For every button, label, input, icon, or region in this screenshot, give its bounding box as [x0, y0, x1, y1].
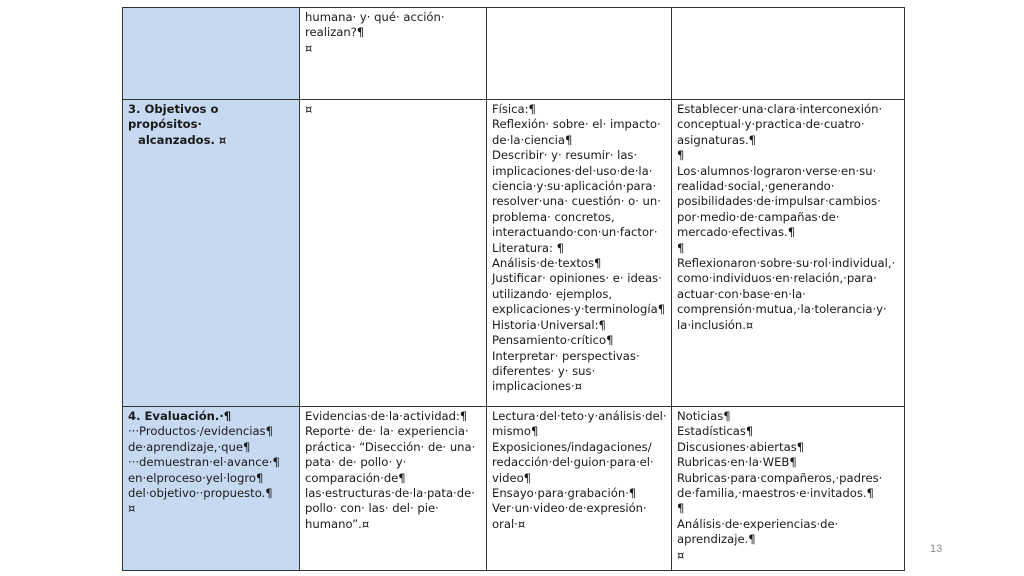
cell-text-line: ¤	[305, 40, 313, 55]
cell-text-line: Rubricas·en·la·WEB¶	[677, 455, 797, 470]
cell-text-line: ¶	[677, 501, 685, 516]
cell-text-line: video¶	[492, 470, 532, 485]
cell-text-line: Evidencias·de·la·actividad:¶	[305, 409, 468, 423]
cell-text-line: ¶	[677, 240, 685, 255]
cell-text-line: Ensayo·para·grabación·¶	[492, 486, 637, 501]
cell-text-line: Ver·un·video·de·expresión·	[492, 501, 647, 516]
results-cell	[672, 8, 905, 100]
cell-text-line: Justificar· opiniones· e· ideas·	[492, 271, 662, 286]
cell-text-line: redacción·del·guion·para·el·	[492, 455, 654, 470]
table-row	[123, 407, 905, 571]
cell-text-line: Noticias¶	[677, 409, 731, 423]
cell-text-line: humana· y· qué· acción·	[305, 10, 445, 24]
cell-text-line: de·la·ciencia¶	[492, 132, 573, 147]
cell-text-line: Física:¶	[492, 102, 536, 116]
cell-text-line: implicaciones·¤	[492, 379, 583, 394]
cell-text-line: explicaciones·y·terminología¶	[492, 302, 666, 317]
cell-text-line: Interpretar· perspectivas·	[492, 348, 640, 363]
cell-text-line: ···Productos·/evidencias¶	[128, 424, 273, 439]
skills-cell	[487, 8, 672, 100]
cell-text-line: mercado·efectivas.¶	[677, 225, 796, 240]
cell-text-line: ···demuestran·el·avance·¶	[128, 455, 280, 470]
cell-text-line: Análisis·de·experiencias·de·	[677, 516, 839, 531]
cell-text-line: Reporte· de· la· experiencia·	[305, 424, 469, 439]
cell-text-line: 4. Evaluación.·¶	[128, 409, 232, 423]
cell-text-line: ¤	[677, 547, 685, 562]
cell-text-line: en·elproceso·yel·logro¶	[128, 470, 264, 485]
cell-text-line: Describir· y· resumir· las·	[492, 148, 638, 163]
cell-text-line: humano”.¤	[305, 516, 370, 531]
page-number: 13	[930, 543, 943, 555]
cell-text-line: resolver·una· cuestión· o· un·	[492, 194, 661, 209]
cell-text-line: mismo¶	[492, 424, 539, 439]
cell-text-line: de·aprendizaje,·que¶	[128, 439, 251, 454]
cell-text-line: posibilidades·de·impulsar·cambios·	[677, 194, 881, 209]
cell-text-line: implicaciones·del·uso·de·la·	[492, 163, 653, 178]
table-row	[123, 100, 905, 407]
cell-text-line: Reflexión· sobre· el· impacto·	[492, 117, 661, 132]
cell-text-line: asignaturas.¶	[677, 132, 757, 147]
cell-text-line: de·familia,·maestros·e·invitados.¶	[677, 486, 874, 501]
planning-table	[122, 7, 905, 571]
cell-text-line: Discusiones·abiertas¶	[677, 439, 805, 454]
cell-text-line: ¶	[677, 148, 685, 163]
cell-text-line: Exposiciones/indagaciones/	[492, 439, 652, 454]
cell-text-line: comprensión·mutua,·la·tolerancia·y·	[677, 302, 887, 317]
cell-text-line: por·medio·de·campañas·de·	[677, 209, 840, 224]
cell-text-line: ¤	[305, 102, 313, 116]
cell-text-line: la·inclusión.¤	[677, 317, 754, 332]
cell-text-line: actuar·con·base·en·la·	[677, 286, 806, 301]
cell-text-line: Análisis·de·textos¶	[492, 256, 602, 271]
cell-text-line: Establecer·una·clara·interconexión·	[677, 102, 883, 116]
cell-text-line: realizan?¶	[305, 25, 365, 40]
cell-text-line: del·objetivo··propuesto.¶	[128, 486, 273, 501]
cell-text-line: pollo· con· las· del· pie·	[305, 501, 439, 516]
cell-text-line: conceptual·y·practica·de·cuatro·	[677, 117, 865, 132]
evidence-cell	[300, 8, 487, 100]
cell-text-line: práctica· “Disección· de· una·	[305, 439, 476, 454]
cell-text-line: aprendizaje.¶	[677, 532, 756, 547]
cell-text-line: Lectura·del·teto·y·análisis·del·	[492, 409, 667, 423]
cell-text-line: realidad·social,·generando·	[677, 179, 835, 194]
cell-text-line: Pensamiento·crítico¶	[492, 333, 614, 348]
row-header-cell	[123, 8, 300, 100]
results-cell	[672, 100, 905, 407]
cell-text-line: pata· de· pollo· y·	[305, 455, 407, 470]
cell-text-line: Rubricas·para·compañeros,·padres·	[677, 470, 883, 485]
cell-text-line: Reflexionaron·sobre·su·rol·individual,·	[677, 256, 896, 271]
cell-text-line: alcanzados. ¤	[138, 132, 227, 147]
cell-text-line: como·individuos·en·relación,·para·	[677, 271, 877, 286]
skills-cell	[487, 407, 672, 571]
cell-text-line: Los·alumnos·lograron·verse·en·su·	[677, 163, 877, 178]
cell-text-line: oral·¤	[492, 516, 526, 531]
cell-text-line: ¤	[128, 501, 136, 516]
table-row	[123, 8, 905, 100]
cell-text-line: interactuando·con·un·factor·	[492, 225, 658, 240]
cell-text-line: ciencia·y·su·aplicación·para·	[492, 179, 657, 194]
results-cell	[672, 407, 905, 571]
row-header-cell	[123, 100, 300, 407]
cell-text-line: utilizando· ejemplos,	[492, 286, 613, 301]
cell-text-line: problema· concretos,	[492, 209, 615, 224]
cell-text-line: 3. Objetivos o propósitos·	[128, 102, 223, 132]
cell-text-line: Estadísticas¶	[677, 424, 754, 439]
evidence-cell	[300, 407, 487, 571]
cell-text-line: las·estructuras·de·la·pata·de·	[305, 486, 475, 501]
cell-text-line: Historia·Universal:¶	[492, 317, 606, 332]
row-header-cell	[123, 407, 300, 571]
cell-text-line: diferentes· y· sus·	[492, 363, 596, 378]
cell-text-line: Literatura: ¶	[492, 240, 564, 255]
evidence-cell	[300, 100, 487, 407]
cell-text-line: comparación·de¶	[305, 470, 406, 485]
skills-cell	[487, 100, 672, 407]
